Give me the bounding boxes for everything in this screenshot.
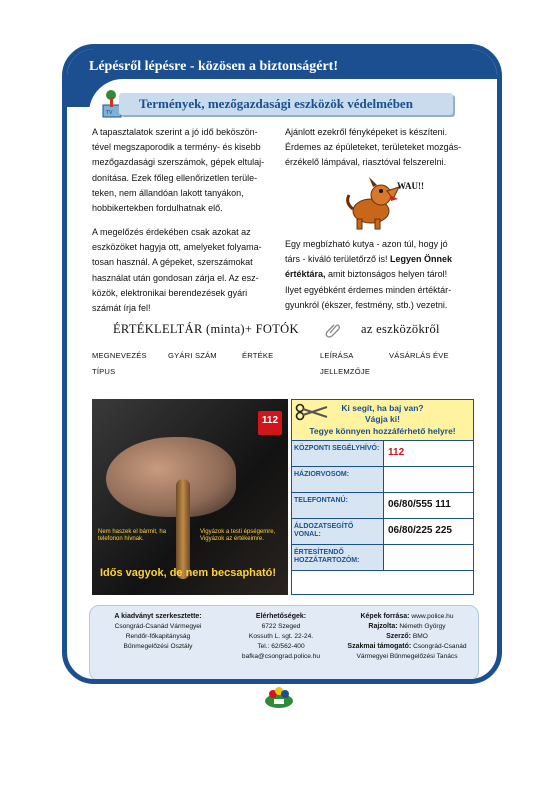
footer-editor-title: A kiadványt szerkesztette:	[114, 613, 202, 620]
help-row-emergency	[292, 441, 473, 467]
column-header: VÁSÁRLÁS ÉVE	[389, 351, 449, 360]
header-title: Lépésről lépésre - közösen a biztonságért!	[89, 59, 338, 74]
text-line: teken, nem állandóan lakott tanyákon,	[92, 187, 244, 198]
text-line: Csongrád-Csanád Vármegyei	[114, 623, 202, 630]
right-paragraph-2	[285, 237, 475, 313]
help-rows	[292, 441, 473, 571]
help-contacts-box	[291, 399, 474, 595]
help-row-relative	[292, 545, 473, 571]
section-banner	[119, 93, 453, 115]
photo-note-left: Nem haszek el bármit, ha telefonon hívnak.	[98, 529, 167, 542]
help-header	[292, 400, 473, 441]
text-line: hobbikertekben fordulhatnak elő.	[92, 203, 223, 214]
text-line: A tapasztalatok szerint a jó idő beköszön-	[92, 127, 258, 137]
text-line: társ - kiváló területőrző is! Legyen Önnek	[285, 254, 453, 265]
column-header: JELLEMZŐJE	[320, 367, 371, 376]
emergency-112-badge: 112	[258, 411, 282, 435]
text-line: Kossuth L. sgt. 22-24.	[248, 633, 314, 640]
text-line: Érdemes az épületeket, területeket mozgás-	[285, 142, 462, 153]
text-line: gyunkról (ékszer, festmény, stb.) vezetni.	[285, 299, 448, 310]
left-paragraph-1	[92, 125, 277, 216]
footer-editor	[98, 612, 218, 652]
paperclip-icon	[325, 322, 341, 338]
email-link[interactable]: bafka@csongrad.police.hu	[241, 653, 321, 660]
help-row-value: 06/80/555 111	[388, 499, 451, 510]
section-title: Termények, mezőgazdasági eszközök védelmében	[139, 96, 413, 111]
text-line: Egy megbízható kutya - azon túl, hogy jó	[285, 239, 448, 249]
column-header: LEÍRÁSA	[320, 351, 354, 360]
help-row-phone-witness	[292, 493, 473, 519]
text-line: közök, elektronikai berendezések gyári	[92, 287, 248, 298]
senior-hands-photo	[92, 399, 288, 595]
help-row-label: ÉRTESÍTENDŐ HOZZÁTARTOZÓM:	[292, 545, 384, 570]
left-paragraph-2	[92, 225, 277, 316]
text-line: Rendőr-főkapitányság	[125, 633, 191, 640]
help-row-label: TELEFONTANÚ:	[292, 493, 384, 518]
barking-dog-icon	[343, 175, 403, 233]
text-line: Rajzolta: Németh György	[368, 623, 446, 630]
column-header: TÍPUS	[92, 367, 116, 376]
inventory-title-text: ÉRTÉKLELTÁR (minta)+ FOTÓK	[113, 322, 299, 336]
help-row-victim-support	[292, 519, 473, 545]
hand-image	[106, 437, 236, 517]
right-paragraph-1	[285, 125, 475, 171]
help-row-label: HÁZIORVOSOM:	[292, 467, 384, 492]
footer-contacts	[226, 612, 336, 662]
text-line: számát írja fel!	[92, 303, 151, 314]
inventory-title	[113, 322, 440, 337]
text-line: Vármegyei Bűnmegelőzési Tanács	[356, 653, 458, 660]
help-row-value: 06/80/225 225	[388, 525, 452, 536]
help-row-value[interactable]	[384, 545, 473, 570]
svg-text:TV: TV	[106, 110, 113, 116]
footer-contacts-title: Elérhetőségek:	[255, 613, 307, 620]
dog-sound-text: WAU!!	[397, 181, 424, 191]
help-instruction: Tegye könnyen hozzáférhető helyre!	[309, 426, 456, 436]
police-crest-icon	[262, 684, 296, 710]
poster-frame	[62, 44, 502, 684]
text-line: A megelőzés érdekében csak azokat az	[92, 227, 251, 237]
text-line: mezőgazdasági szerszámok, gépek eltulaj-	[92, 157, 265, 168]
text-line: Tel.: 62/562-400	[257, 643, 305, 650]
text-line: Képek forrása: www.police.hu	[360, 613, 454, 620]
text-line: Szerző: BMO	[386, 633, 428, 640]
text-line: donítása. Ezek főleg ellenőrizetlen terüle-	[92, 172, 258, 183]
text-line: Ilyet egyébként érdemes minden értéktár-	[285, 284, 452, 295]
photo-note-right: Vigyázok a testi épségemre, Vigyázok az értékeimre.	[200, 529, 276, 542]
text-line: Bűnmegelőzési Osztály	[123, 643, 193, 650]
text-line: eszközöket hagyja ott, amelyeket folyama-	[92, 242, 262, 253]
column-header: ÉRTÉKE	[242, 351, 274, 360]
inventory-title-suffix: az eszközökről	[361, 322, 440, 336]
text-line: Ajánlott ezekről fényképeket is készíteni.	[285, 127, 448, 137]
help-row-doctor	[292, 467, 473, 493]
photo-slogan: Idős vagyok, de nem becsapható!	[100, 567, 277, 579]
help-row-value: 112	[388, 447, 405, 458]
footer-credits	[89, 605, 479, 681]
text-line: használat után gondosan zárja el. Az esz-	[92, 272, 259, 283]
column-header: MEGNEVEZÉS	[92, 351, 147, 360]
help-row-label: KÖZPONTI SEGÉLYHÍVÓ:	[292, 441, 384, 466]
help-heading: Ki segít, ha baj van?	[341, 403, 424, 413]
help-row-label: ÁLDOZATSEGÍTŐ VONAL:	[292, 519, 384, 544]
text-line: értéktára, amit biztonságos helyen tárol!	[285, 269, 448, 280]
help-row-value[interactable]	[384, 467, 473, 492]
footer-sources	[338, 612, 476, 662]
help-cut-out: Vágja ki!	[365, 414, 400, 424]
column-header: GYÁRI SZÁM	[168, 351, 217, 360]
text-line: tével megszaporodik a termény- és kisebb	[92, 142, 261, 153]
text-line: érzékelő lámpával, riasztóval felszerelni.	[285, 157, 447, 168]
text-line: tosan használ. A gépeket, szerszámokat	[92, 257, 253, 268]
text-line: 6722 Szeged	[261, 623, 301, 630]
text-line: Szakmai támogató: Csongrád-Csanád	[347, 643, 467, 650]
